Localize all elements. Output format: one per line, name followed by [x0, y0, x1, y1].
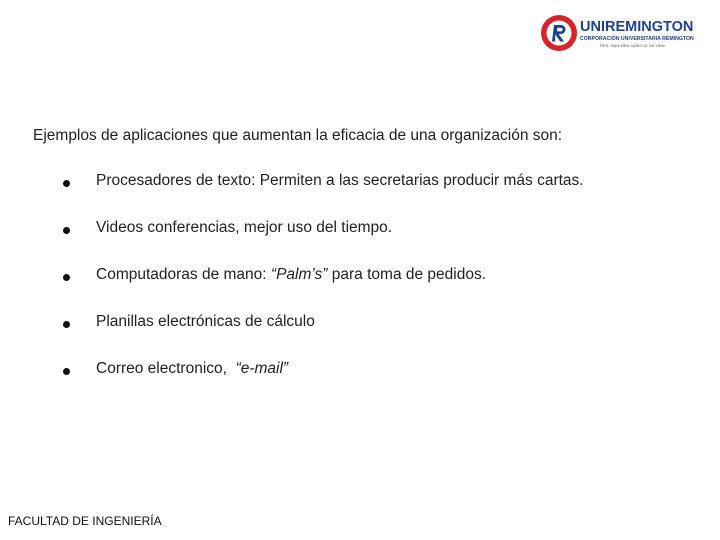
bullet-text: Videos conferencias, mejor uso del tiempo.: [96, 219, 393, 236]
uniremington-logo: [540, 12, 692, 52]
bullet-text: [96, 266, 486, 284]
bullet-text: [96, 360, 288, 378]
logo-wordmark: UNIREMINGTON: [580, 19, 694, 35]
bullet-icon: [63, 274, 70, 281]
logo-registration: RES. 2661 MEN JUNIO 21 DE 1996: [600, 43, 665, 48]
bullet-icon: [63, 368, 70, 375]
footer-faculty: FACULTAD DE INGENIERÍA: [8, 514, 162, 528]
slide-heading: Ejemplos de aplicaciones que aumentan la eficacia de una organización son:: [33, 127, 563, 144]
bullet-text: Planillas electrónicas de cálculo: [96, 313, 315, 330]
bullet-text-start: Correo electronico,: [96, 360, 236, 377]
bullet-text-italic: “Palm’s”: [270, 266, 328, 283]
bullet-text-start: Computadoras de mano:: [96, 266, 271, 283]
bullet-text-italic: “e-mail”: [235, 360, 289, 377]
bullet-text: Procesadores de texto: Permiten a las secretarias producir más cartas.: [96, 172, 584, 189]
bullet-icon: [63, 180, 70, 187]
bullet-icon: [63, 321, 70, 328]
uniremington-r-icon: [540, 14, 578, 52]
bullet-icon: [63, 227, 70, 234]
bullet-text-end: para toma de pedidos.: [327, 266, 487, 283]
logo-subtitle: CORPORACIÓN UNIVERSITARIA REMINGTON: [580, 36, 694, 42]
